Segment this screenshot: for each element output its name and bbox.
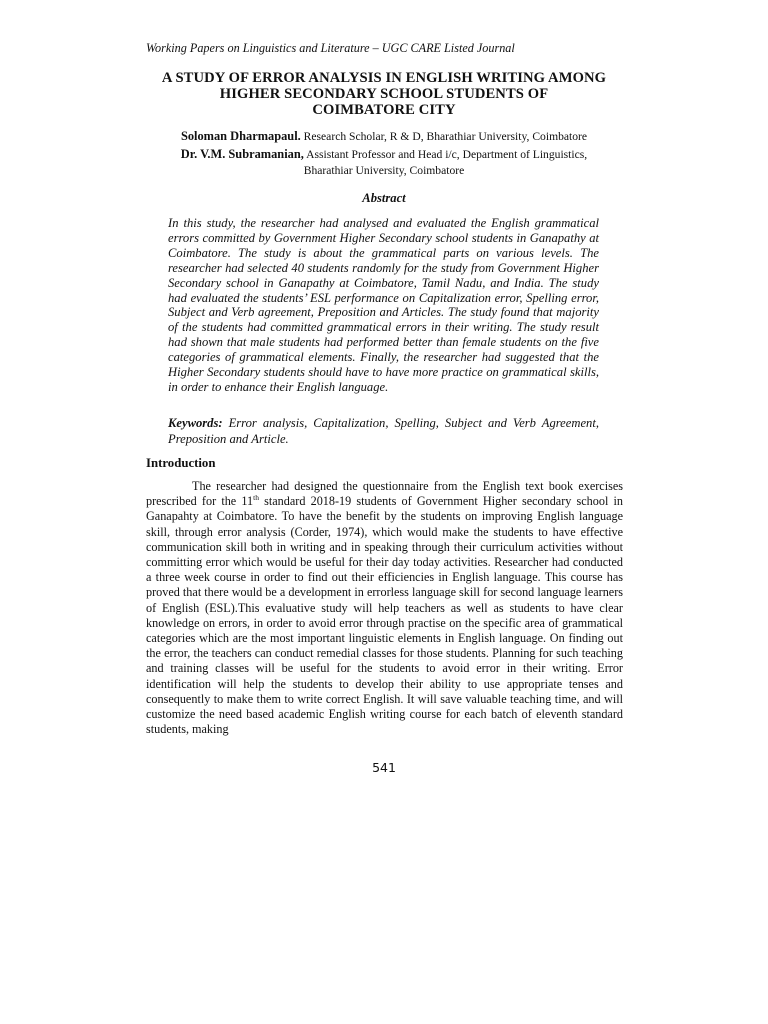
paragraph-text: The researcher had designed the questionnaire from the English text book exercises prescribed for the 11 bbox=[146, 479, 623, 509]
page-number: 541 bbox=[372, 760, 396, 775]
author-name: Soloman Dharmapaul. bbox=[180, 129, 301, 143]
author-name: Dr. V.M. Subramanian, bbox=[180, 147, 304, 161]
introduction-paragraph bbox=[146, 479, 623, 737]
section-heading-introduction: Introduction bbox=[146, 456, 216, 470]
paper-title bbox=[140, 70, 628, 118]
introduction-body bbox=[146, 479, 623, 737]
title-line: A STUDY OF ERROR ANALYSIS IN ENGLISH WRITING AMONG bbox=[161, 70, 607, 86]
keywords-label: Keywords: bbox=[168, 416, 223, 430]
keywords bbox=[168, 416, 599, 447]
title-line: COIMBATORE CITY bbox=[312, 102, 456, 118]
author-affiliation: Assistant Professor and Head i/c, Department of Linguistics, bbox=[303, 148, 588, 161]
abstract-heading: Abstract bbox=[362, 191, 406, 205]
author-second bbox=[140, 147, 628, 162]
author-affiliation-continued: Bharathiar University, Coimbatore bbox=[303, 164, 465, 177]
keywords-text: Error analysis, Capitalization, Spelling, Subject and Verb Agreement, Preposition and Article. bbox=[168, 416, 599, 446]
ordinal-superscript: th bbox=[253, 493, 259, 503]
title-line: HIGHER SECONDARY SCHOOL STUDENTS OF bbox=[219, 86, 549, 102]
abstract-text: In this study, the researcher had analysed and evaluated the English grammatical errors committed by Government Higher Secondary school students in Ganapathy at Coimbatore. The study is about the grammatical parts on various levels. The researcher had selected 40 students randomly for the study from Government Higher Secondary school in Ganapathy at Coimbatore, Tamil Nadu, and India. The study had evaluated the students’ ESL performance on Capitalization error, Spelling error, Subject and Verb agreement, Preposition and Articles. The study found that majority of the students had committed grammatical errors in their writing. The study result had shown that male students had performed better than female students on the five categories of grammatical elements. Finally, the researcher had suggested that the Higher Secondary students should have to have more practice on grammatical skills, in order to enhance their English language. bbox=[168, 216, 599, 394]
running-head: Working Papers on Linguistics and Literature – UGC CARE Listed Journal bbox=[146, 41, 515, 55]
author-affiliation: Research Scholar, R & D, Bharathiar University, Coimbatore bbox=[300, 130, 588, 143]
paragraph-text: standard 2018-19 students of Government Higher secondary school in Ganapahty at Coimbatore. To have the benefit by the students on improving English language skill, through error analysis (Corder, 1974), which would make the students to have effective communication skill both in writing and in speaking through their curriculum activities without committing error which would be useful for their day today activities. Researcher had conducted a three week course in order to find out their efficiencies in English language. This course has proved that there would be a development in errorless language skill for second language learners of English (ESL).This evaluative study will help teachers as well as students to have clear knowledge on errors, in order to avoid error through practise on the specific area of grammatical categories which are the most important linguistic elements in English language. On finding out the error, the teachers can conduct remedial classes for those students. Planning for such teaching and training classes will be useful for the students to avoid error in their writing. Error identification will help the students to develop their ability to use appropriate tenses and consequently to make them to write correct English. It will save valuable teaching time, and will customize the need based academic English writing course for each batch of eleventh standard students, making bbox=[146, 494, 624, 737]
author-first bbox=[140, 129, 628, 144]
